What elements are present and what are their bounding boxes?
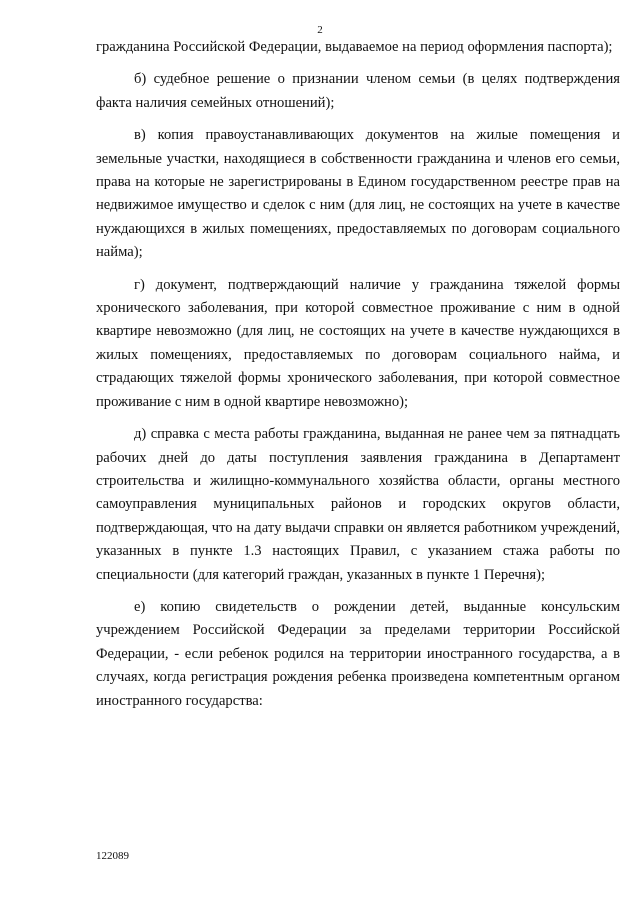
document-body <box>96 36 620 722</box>
paragraph-b: б) судебное решение о признании членом семьи (в целях подтверждения факта наличия семейных отношений); <box>96 71 620 111</box>
page-number: 2 <box>317 24 323 36</box>
paragraph-g: г) документ, подтверждающий наличие у гражданина тяжелой формы хронического заболевания, при которой совместное проживание с ним в одной квартире невозможно (для лиц, не состоящих на учете в качестве нуждающихся в жилых помещениях, предоставляемых по договорам социального найма, и страдающих тяжелой формы хронического заболевания, при которой совместное проживание с ним в одной квартире невозможно); <box>96 276 620 410</box>
paragraph-e: е) копию свидетельств о рождении детей, выданные консульским учреждением Российской Федерации за пределами территории Российской Федерации, - если ребенок родился на территории иностранного государства, а в случаях, когда регистрация рождения ребенка произведена компетентным органом иностранного государства: <box>96 598 620 709</box>
document-code: 122089 <box>96 850 129 862</box>
paragraph-continuation: гражданина Российской Федерации, выдаваемое на период оформления паспорта); <box>96 39 613 55</box>
paragraph-v: в) копия правоустанавливающих документов на жилые помещения и земельные участки, находящиеся в собственности гражданина и членов его семьи, права на которые не зарегистрированы в Едином государственном реестре прав на недвижимое имущество и сделок с ним (для лиц, не состоящих на учете в качестве нуждающихся в жилых помещениях, предоставляемых по договорам социального найма); <box>96 127 620 261</box>
paragraph-d: д) справка с места работы гражданина, выданная не ранее чем за пятнадцать рабочих дней до даты поступления заявления гражданина в Департамент строительства и жилищно-коммунального хозяйства области, органы местного самоуправления муниципальных районов и городских округов области, подтверждающая, что на дату выдачи справки он является работником учреждений, указанных в пункте 1.3 настоящих Правил, с указанием стажа работы по специальности (для категорий граждан, указанных в пункте 1 Перечня); <box>96 426 620 583</box>
